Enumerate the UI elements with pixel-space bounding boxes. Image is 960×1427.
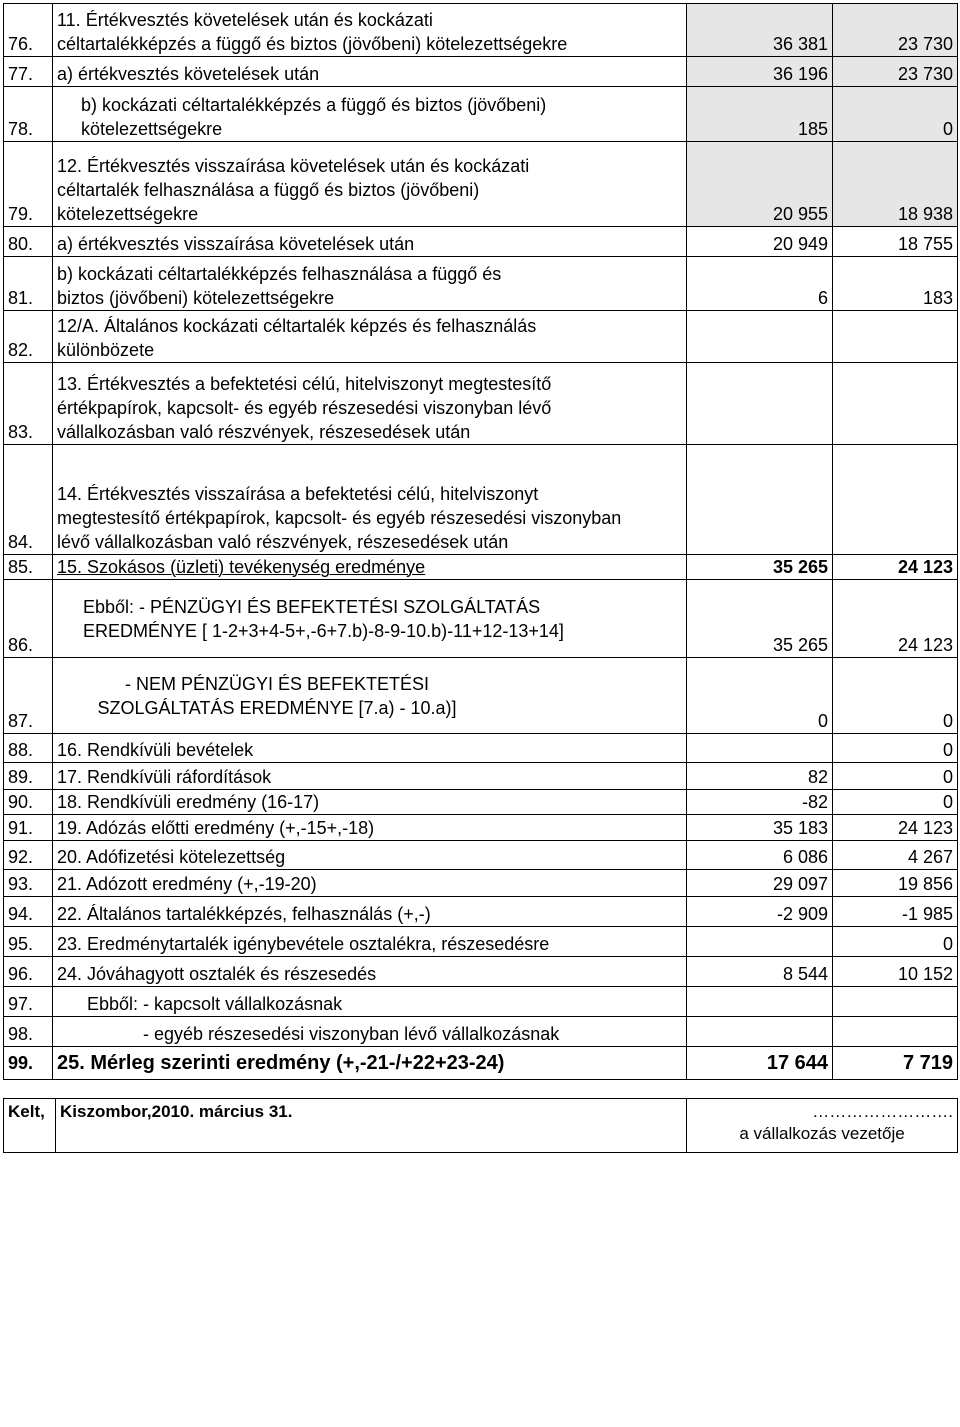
row-description: 23. Eredménytartalék igénybevétele osztalékra, részesedésre <box>53 927 687 957</box>
row-description: a) értékvesztés visszaírása követelések után <box>53 227 687 257</box>
value-current-year <box>833 363 958 445</box>
value-previous-year <box>687 1017 833 1047</box>
row-description: 18. Rendkívüli eredmény (16-17) <box>53 790 687 815</box>
table-row <box>4 87 958 142</box>
value-previous-year: 6 086 <box>687 841 833 870</box>
value-current-year <box>833 987 958 1017</box>
row-number: 91. <box>4 815 53 841</box>
value-current-year: 24 123 <box>833 580 958 658</box>
signature-block <box>687 1099 958 1153</box>
value-previous-year: 35 265 <box>687 580 833 658</box>
table-row <box>4 57 958 87</box>
row-description: 22. Általános tartalékképzés, felhasználás (+,-) <box>53 897 687 927</box>
signature-line: ……………………. <box>812 1102 953 1121</box>
table-row <box>4 311 958 363</box>
value-current-year: -1 985 <box>833 897 958 927</box>
value-previous-year: 17 644 <box>687 1047 833 1080</box>
kelt-label: Kelt, <box>4 1099 56 1153</box>
row-description: - egyéb részesedési viszonyban lévő vállalkozásnak <box>53 1017 687 1047</box>
value-previous-year: -2 909 <box>687 897 833 927</box>
table-row <box>4 4 958 57</box>
value-current-year: 23 730 <box>833 4 958 57</box>
value-previous-year: 185 <box>687 87 833 142</box>
table-row <box>4 987 958 1017</box>
row-description: 20. Adófizetési kötelezettség <box>53 841 687 870</box>
row-number: 76. <box>4 4 53 57</box>
table-row <box>4 841 958 870</box>
signature-footer <box>3 1098 958 1153</box>
value-current-year <box>833 311 958 363</box>
value-current-year: 24 123 <box>833 555 958 580</box>
row-description: 13. Értékvesztés a befektetési célú, hitelviszonyt megtestesítő értékpapírok, kapcsolt- és egyéb részesedési viszonyban lévő vállalkozásban való részvények, részesedések után <box>53 363 687 445</box>
row-description: 14. Értékvesztés visszaírása a befektetési célú, hitelviszonyt megtestesítő értékpapírok, kapcsolt- és egyéb részesedési viszonyban lévő vállalkozásban való részvények, részesedések után <box>53 445 687 555</box>
row-number: 92. <box>4 841 53 870</box>
row-number: 79. <box>4 142 53 227</box>
row-number: 97. <box>4 987 53 1017</box>
value-previous-year: 36 196 <box>687 57 833 87</box>
table-row <box>4 1017 958 1047</box>
table-row <box>4 445 958 555</box>
table-row <box>4 734 958 763</box>
row-description: 21. Adózott eredmény (+,-19-20) <box>53 870 687 897</box>
value-previous-year <box>687 927 833 957</box>
table-row <box>4 142 958 227</box>
value-current-year: 0 <box>833 927 958 957</box>
row-number: 82. <box>4 311 53 363</box>
row-number: 98. <box>4 1017 53 1047</box>
value-current-year <box>833 1017 958 1047</box>
value-previous-year: 6 <box>687 257 833 311</box>
value-current-year: 0 <box>833 790 958 815</box>
value-previous-year: 35 183 <box>687 815 833 841</box>
row-description: 24. Jóváhagyott osztalék és részesedés <box>53 957 687 987</box>
signature-title: a vállalkozás vezetője <box>739 1124 905 1143</box>
row-number: 99. <box>4 1047 53 1080</box>
value-previous-year <box>687 734 833 763</box>
value-previous-year: -82 <box>687 790 833 815</box>
value-current-year: 18 938 <box>833 142 958 227</box>
row-number: 80. <box>4 227 53 257</box>
value-previous-year: 20 955 <box>687 142 833 227</box>
table-row <box>4 927 958 957</box>
table-row <box>4 897 958 927</box>
value-previous-year: 8 544 <box>687 957 833 987</box>
value-previous-year <box>687 363 833 445</box>
table-row <box>4 870 958 897</box>
row-number: 90. <box>4 790 53 815</box>
row-description <box>53 87 687 142</box>
row-description: 11. Értékvesztés követelések után és kockázati céltartalékképzés a függő és biztos (jövőbeni) kötelezettségekre <box>53 4 687 57</box>
value-current-year: 0 <box>833 87 958 142</box>
table-row <box>4 658 958 734</box>
row-description-text: b) kockázati céltartalékképzés felhasználása a függő és biztos (jövőbeni) kötelezettségekre <box>57 264 502 308</box>
value-current-year: 19 856 <box>833 870 958 897</box>
table-row <box>4 257 958 311</box>
value-current-year: 0 <box>833 658 958 734</box>
value-current-year: 24 123 <box>833 815 958 841</box>
row-description: 19. Adózás előtti eredmény (+,-15+,-18) <box>53 815 687 841</box>
table-row <box>4 363 958 445</box>
value-previous-year: 35 265 <box>687 555 833 580</box>
table-row <box>4 555 958 580</box>
value-previous-year <box>687 311 833 363</box>
row-description: 15. Szokásos (üzleti) tevékenység eredménye <box>53 555 687 580</box>
row-description <box>53 658 687 734</box>
row-number: 87. <box>4 658 53 734</box>
row-description: 12. Értékvesztés visszaírása követelések után és kockázati céltartalék felhasználása a függő és biztos (jövőbeni) kötelezettségekre <box>53 142 687 227</box>
row-description: a) értékvesztés követelések után <box>53 57 687 87</box>
value-current-year: 18 755 <box>833 227 958 257</box>
row-description-text: b) kockázati céltartalékképzés a függő és biztos (jövőbeni) kötelezettségekre <box>81 95 547 139</box>
table-row <box>4 790 958 815</box>
row-number: 86. <box>4 580 53 658</box>
value-previous-year: 29 097 <box>687 870 833 897</box>
row-number: 89. <box>4 763 53 790</box>
value-current-year: 7 719 <box>833 1047 958 1080</box>
row-number: 81. <box>4 257 53 311</box>
row-description: 17. Rendkívüli ráfordítások <box>53 763 687 790</box>
row-number: 84. <box>4 445 53 555</box>
value-current-year: 10 152 <box>833 957 958 987</box>
row-number: 77. <box>4 57 53 87</box>
income-statement-table <box>3 3 958 1080</box>
place-date: Kiszombor,2010. március 31. <box>56 1099 687 1153</box>
row-description: 12/A. Általános kockázati céltartalék képzés és felhasználás különbözete <box>53 311 687 363</box>
row-number: 83. <box>4 363 53 445</box>
row-description-text: - NEM PÉNZÜGYI ÉS BEFEKTETÉSI SZOLGÁLTATÁS EREDMÉNYE [7.a) - 10.a)] <box>97 673 457 718</box>
value-previous-year: 36 381 <box>687 4 833 57</box>
value-previous-year: 0 <box>687 658 833 734</box>
table-row <box>4 957 958 987</box>
row-number: 94. <box>4 897 53 927</box>
value-previous-year <box>687 987 833 1017</box>
value-current-year: 0 <box>833 763 958 790</box>
table-row <box>4 580 958 658</box>
value-current-year: 0 <box>833 734 958 763</box>
row-number: 93. <box>4 870 53 897</box>
value-current-year: 4 267 <box>833 841 958 870</box>
row-description: 25. Mérleg szerinti eredmény (+,-21-/+22+23-24) <box>53 1047 687 1080</box>
value-previous-year: 82 <box>687 763 833 790</box>
row-description: Ebből: - PÉNZÜGYI ÉS BEFEKTETÉSI SZOLGÁLTATÁS EREDMÉNYE [ 1-2+3+4-5+,-6+7.b)-8-9-10.b)-11+12-13+14] <box>53 580 687 658</box>
row-number: 85. <box>4 555 53 580</box>
row-number: 95. <box>4 927 53 957</box>
table-row <box>4 1047 958 1080</box>
table-row <box>4 763 958 790</box>
row-description: Ebből: - kapcsolt vállalkozásnak <box>53 987 687 1017</box>
table-row <box>4 815 958 841</box>
value-previous-year: 20 949 <box>687 227 833 257</box>
value-previous-year <box>687 445 833 555</box>
row-description: 16. Rendkívüli bevételek <box>53 734 687 763</box>
row-description <box>53 257 687 311</box>
value-current-year: 23 730 <box>833 57 958 87</box>
row-number: 88. <box>4 734 53 763</box>
row-number: 96. <box>4 957 53 987</box>
value-current-year: 183 <box>833 257 958 311</box>
table-row <box>4 227 958 257</box>
row-number: 78. <box>4 87 53 142</box>
value-current-year <box>833 445 958 555</box>
